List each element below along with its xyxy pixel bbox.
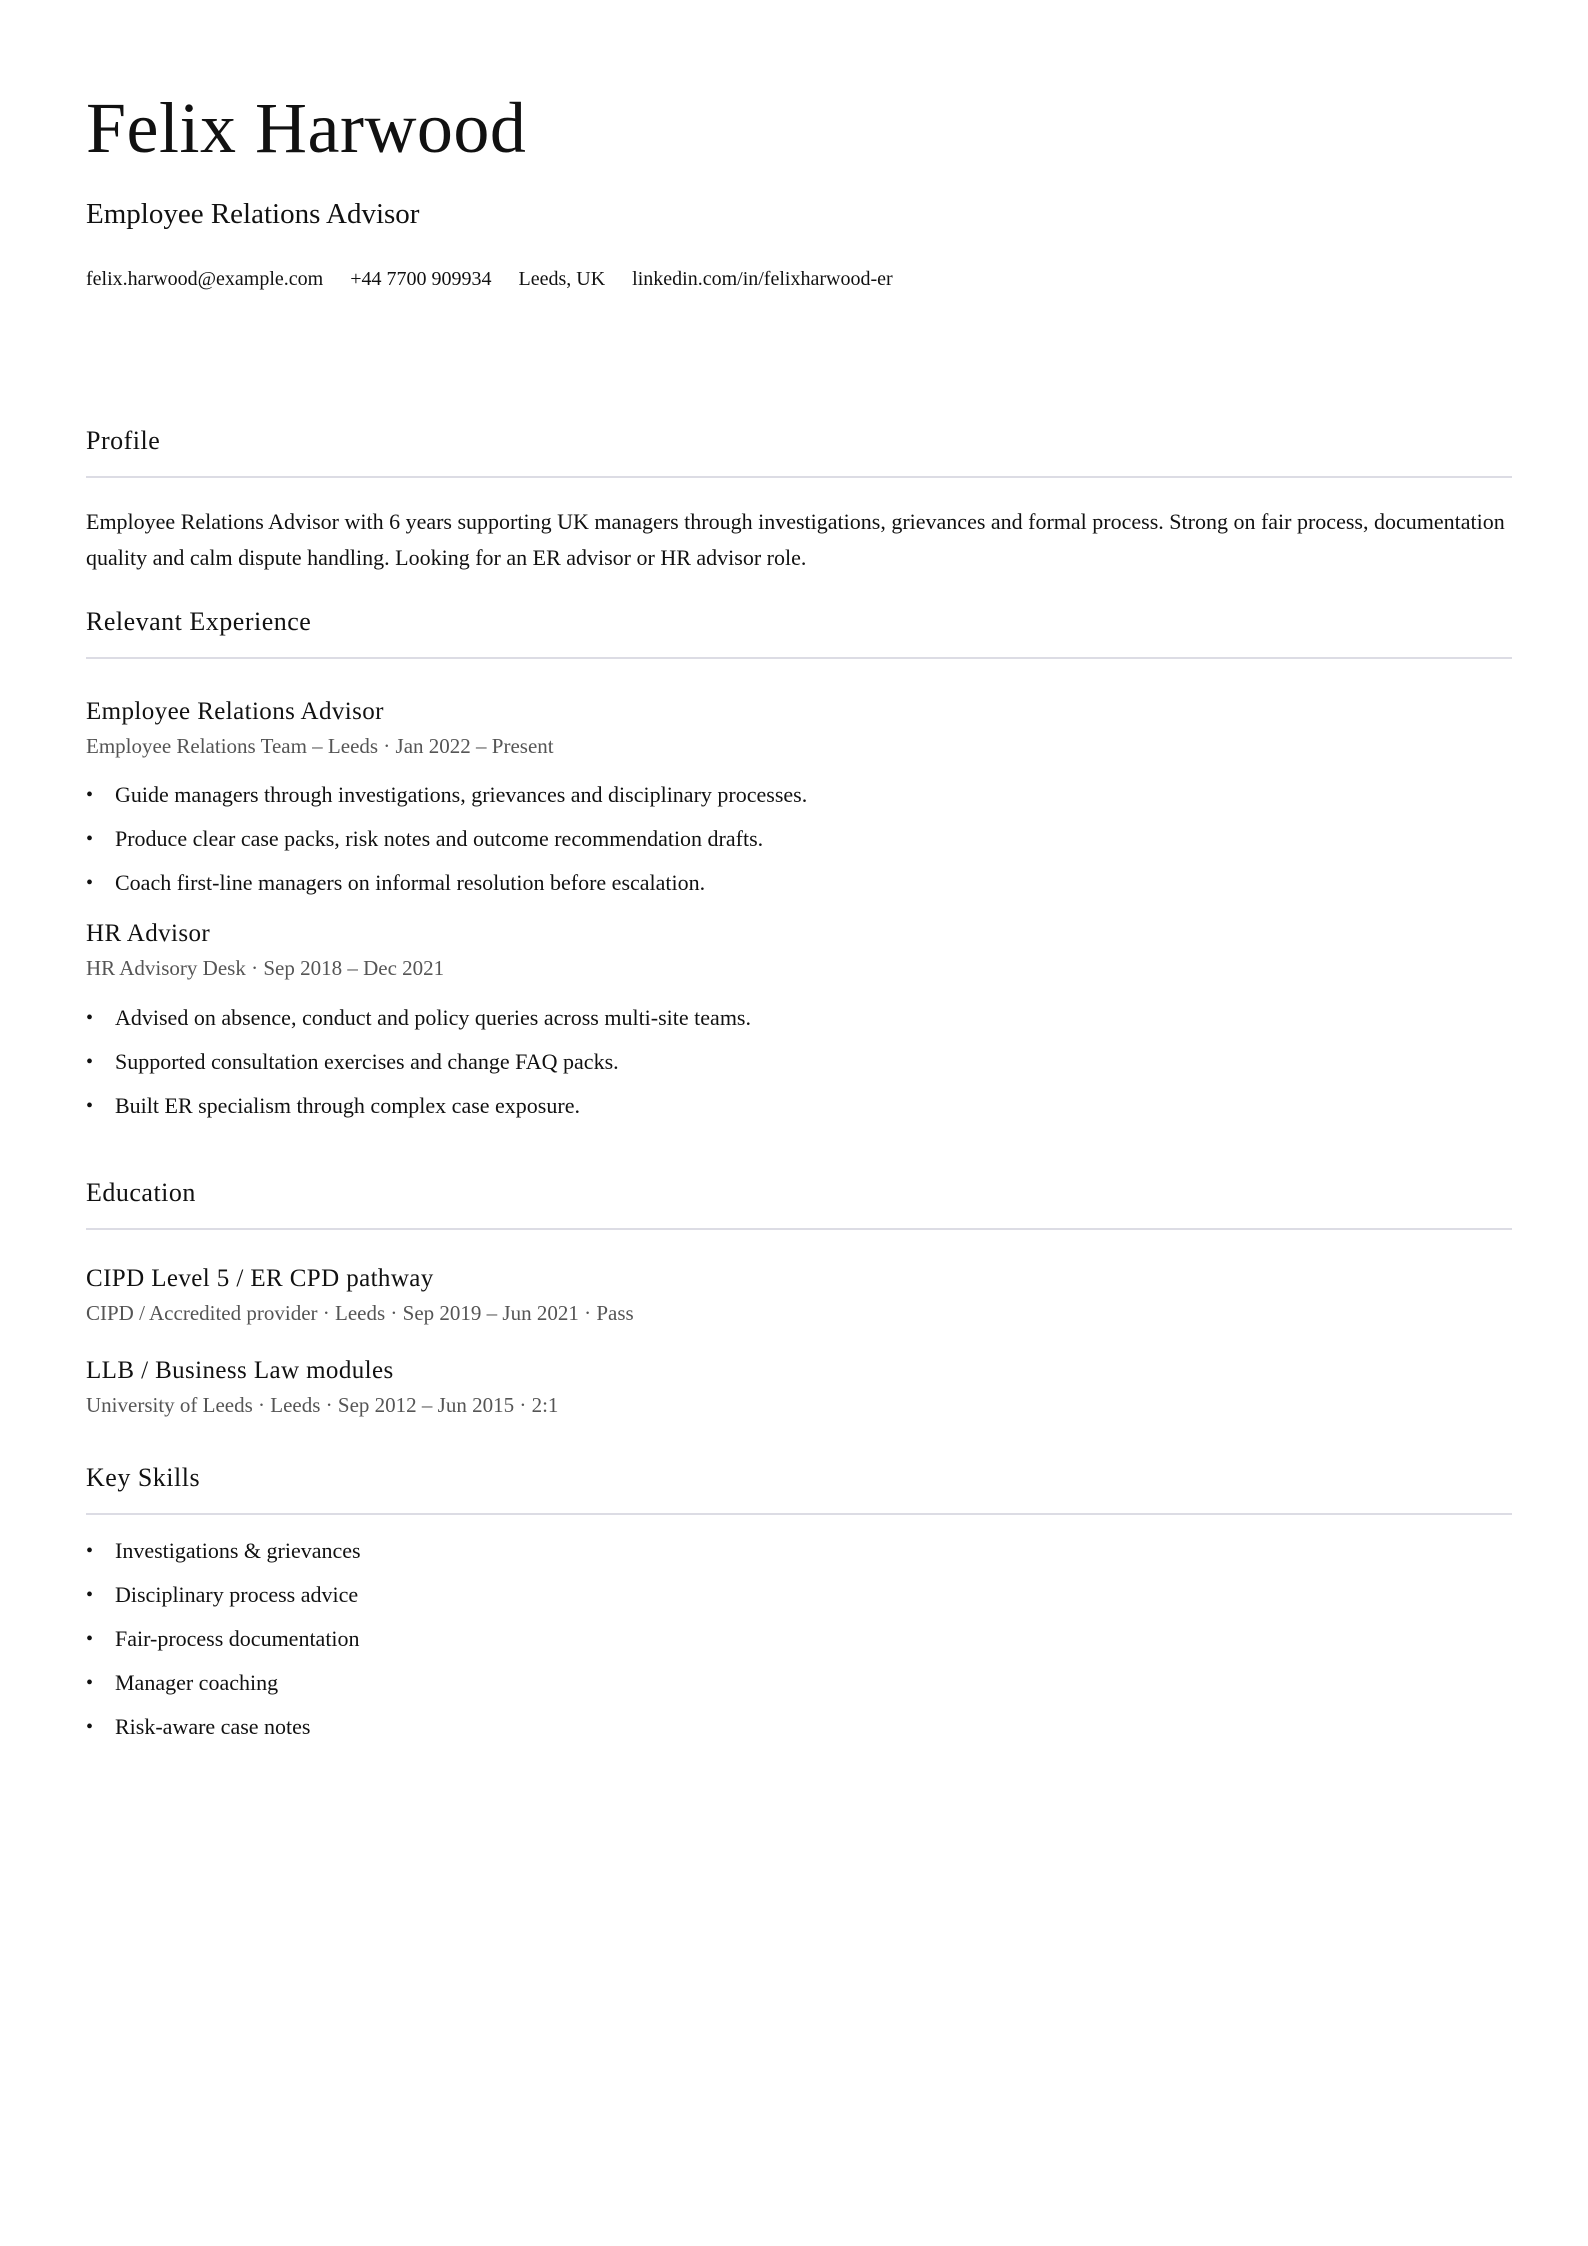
profile-section xyxy=(86,425,1512,576)
list-item: • Fair-process documentation xyxy=(86,1617,1512,1661)
candidate-name: Felix Harwood xyxy=(86,88,527,168)
education-entry xyxy=(86,1264,1512,1326)
section-title-education: Education xyxy=(86,1178,196,1207)
list-item: • Built ER specialism through complex case exposure. xyxy=(86,1084,1512,1128)
contact-phone[interactable]: +44 7700 909934 xyxy=(350,268,492,290)
education-entry xyxy=(86,1356,1512,1418)
education-title: LLB / Business Law modules xyxy=(86,1357,394,1385)
job-entry xyxy=(86,697,1512,905)
job-entry xyxy=(86,919,1512,1127)
section-divider xyxy=(86,1513,1512,1515)
contact-location: Leeds, UK xyxy=(518,268,606,290)
list-item: • Risk-aware case notes xyxy=(86,1705,1512,1749)
list-item: • Produce clear case packs, risk notes and outcome recommendation drafts. xyxy=(86,817,1512,861)
list-item: • Manager coaching xyxy=(86,1661,1512,1705)
list-item: • Guide managers through investigations, grievances and disciplinary processes. xyxy=(86,773,1512,817)
job-meta: HR Advisory Desk · Sep 2018 – Dec 2021 xyxy=(86,956,445,981)
education-section xyxy=(86,1177,1512,1419)
list-item: • Coach first-line managers on informal resolution before escalation. xyxy=(86,861,1512,905)
candidate-headline: Employee Relations Advisor xyxy=(86,198,420,230)
profile-summary: Employee Relations Advisor with 6 years supporting UK managers through investigations, grievances and formal process. Strong on fair process, documentation quality and calm dispute handling. Looking for an ER advisor or HR advisor role. xyxy=(86,509,1505,571)
job-title: HR Advisor xyxy=(86,920,211,948)
section-title-experience: Relevant Experience xyxy=(86,607,312,636)
list-item: • Disciplinary process advice xyxy=(86,1573,1512,1617)
education-title: CIPD Level 5 / ER CPD pathway xyxy=(86,1265,434,1293)
contact-email[interactable]: felix.harwood@example.com xyxy=(86,268,324,290)
education-meta: CIPD / Accredited provider · Leeds · Sep 2019 – Jun 2021 · Pass xyxy=(86,1301,634,1326)
list-item: • Investigations & grievances xyxy=(86,1529,1512,1573)
section-title-profile: Profile xyxy=(86,426,161,455)
contact-line xyxy=(86,267,893,291)
section-title-skills: Key Skills xyxy=(86,1463,201,1492)
job-bullets xyxy=(86,773,1512,905)
job-bullets xyxy=(86,996,1512,1128)
skills-list xyxy=(86,1529,1512,1749)
list-item: • Supported consultation exercises and change FAQ packs. xyxy=(86,1040,1512,1084)
list-item: • Advised on absence, conduct and policy queries across multi-site teams. xyxy=(86,996,1512,1040)
education-meta: University of Leeds · Leeds · Sep 2012 – Jun 2015 · 2:1 xyxy=(86,1393,559,1418)
section-divider xyxy=(86,476,1512,478)
section-divider xyxy=(86,657,1512,659)
contact-linkedin[interactable]: linkedin.com/in/felixharwood-er xyxy=(632,268,893,290)
job-meta: Employee Relations Team – Leeds · Jan 2022 – Present xyxy=(86,734,554,759)
experience-section xyxy=(86,606,1512,1128)
skills-section xyxy=(86,1462,1512,1749)
job-title: Employee Relations Advisor xyxy=(86,698,384,726)
section-divider xyxy=(86,1228,1512,1230)
